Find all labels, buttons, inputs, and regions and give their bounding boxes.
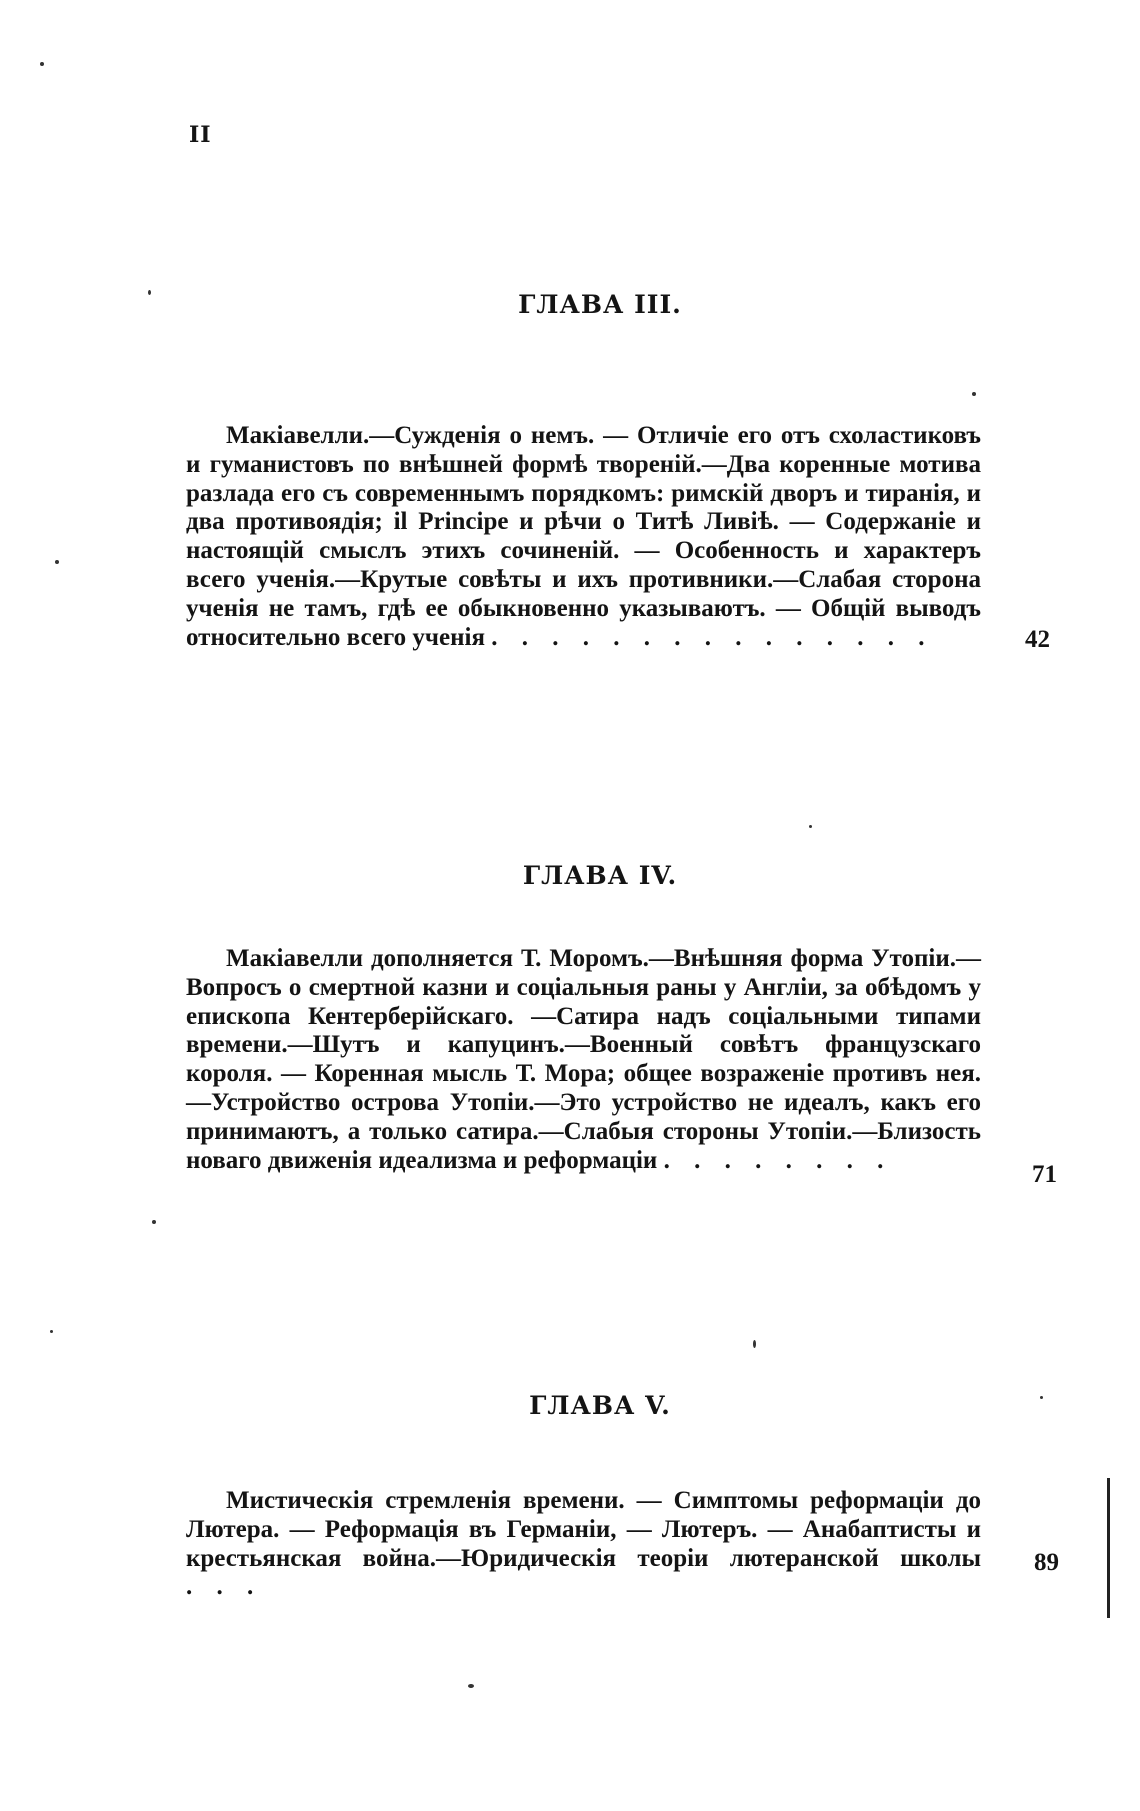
scan-speck <box>468 1684 474 1688</box>
scan-edge-line <box>1107 1478 1110 1618</box>
chapter-page-4: 71 <box>1032 1161 1057 1188</box>
scan-speck <box>50 1330 53 1333</box>
chapter-summary-text-4: Макіавелли дополняется Т. Моромъ.—Внѣшняя форма Утопіи.— Вопросъ о смертной казни и соціальныя раны у Англіи, за обѣдомъ у епископа Кентерберійскаго. —Сатира надъ соціальными типами времени.—Шутъ и капуцинъ.—Военный совѣтъ французскаго короля. — Коренная мысль Т. Мора; общее возраженіе противъ нея.—Устройство острова Утопіи.—Это устройство не идеалъ, какъ его принимаютъ, а только сатира.—Слабыя стороны Утопіи.—Близость новаго движенія идеализма и реформаціи <box>186 945 981 1174</box>
scan-speck <box>55 560 59 564</box>
scan-speck <box>753 1340 756 1348</box>
chapter-leader-4: . . . . . . . . <box>663 1146 893 1174</box>
scan-speck <box>40 62 44 66</box>
page-number: II <box>189 122 212 148</box>
scan-speck <box>809 825 812 828</box>
chapter-heading-5: ГЛАВА V. <box>529 1391 671 1420</box>
scan-speck <box>152 1220 156 1224</box>
scan-speck <box>1040 1396 1043 1399</box>
chapter-heading-4: ГЛАВА IV. <box>522 861 678 890</box>
scan-speck <box>972 392 976 396</box>
chapter-leader-5: . . . <box>186 1573 263 1601</box>
chapter-leader-3: . . . . . . . . . . . . . . . <box>491 623 934 651</box>
chapter-summary-text-3: Макіавелли.—Сужденія о немъ. — Отличіе его отъ схоластиковъ и гуманистовъ по внѣшней формѣ твореній.—Два коренные мотива разлада его съ современнымъ порядкомъ: римскій дворъ и тиранія, и два противоядія; il Principe и рѣчи о Титѣ Ливіѣ. — Содержаніе и настоящій смыслъ этихъ сочиненій. — Особенность и характеръ всего ученія.—Крутые совѣты и ихъ противники.—Слабая сторона ученія не тамъ, гдѣ ее обыкновенно указываютъ. — Общій выводъ относительно всего ученія <box>186 422 981 651</box>
chapter-page-3: 42 <box>1025 626 1050 653</box>
chapter-summary-5 <box>186 1487 981 1602</box>
scan-speck <box>148 290 151 295</box>
chapter-summary-3 <box>186 422 981 652</box>
chapter-heading-3: ГЛАВА III. <box>518 290 682 319</box>
chapter-summary-4 <box>186 945 981 1175</box>
chapter-page-5: 89 <box>1034 1549 1059 1576</box>
chapter-summary-text-5: Мистическія стремленія времени. — Симптомы реформаціи до Лютера. — Реформація въ Германіи, — Лютеръ. — Анабаптисты и крестьянская война.—Юридическія теоріи лютеранской школы <box>186 1487 981 1572</box>
